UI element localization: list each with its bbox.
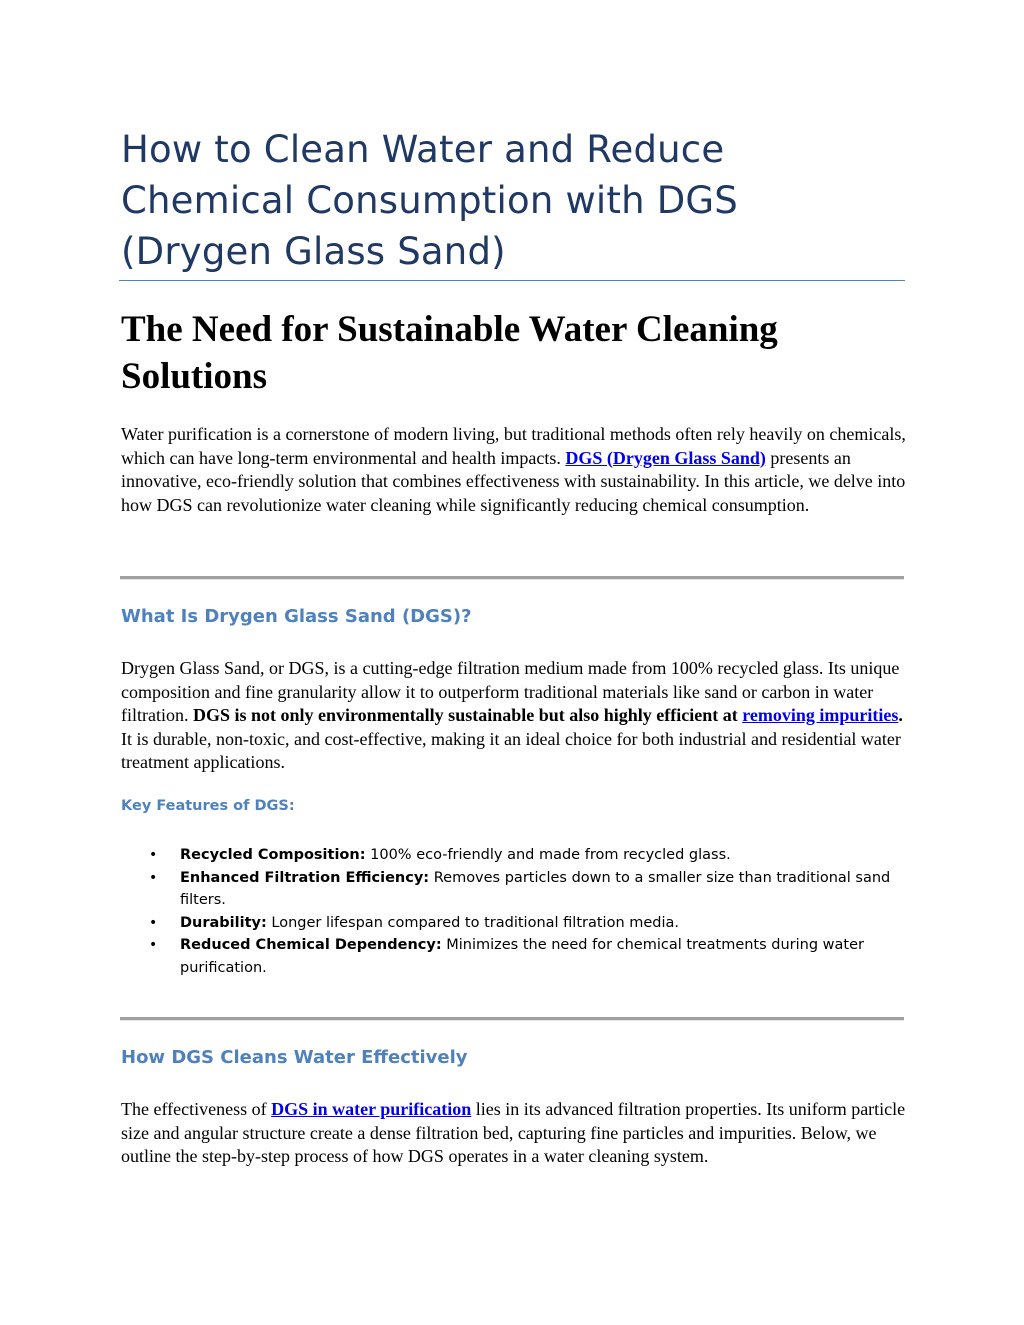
feature-label: Recycled Composition:	[180, 847, 366, 863]
list-item	[121, 934, 901, 979]
bullet-icon: •	[149, 914, 158, 931]
feature-text: Longer lifespan compared to traditional filtration media.	[266, 914, 680, 931]
section-heading-sustainable: The Need for Sustainable Water Cleaning Solutions	[121, 309, 778, 397]
document-title: How to Clean Water and Reduce Chemical Consumption with DGS (Drygen Glass Sand)	[121, 128, 738, 273]
intro-paragraph	[121, 423, 906, 517]
dgs-water-purification-link[interactable]: DGS in water purification	[271, 1099, 472, 1119]
what-is-text-2: It is durable, non-toxic, and cost-effective, making it an ideal choice for both industrial and residential water treatment applications.	[121, 728, 901, 772]
dgs-link[interactable]: DGS (Drygen Glass Sand)	[565, 447, 766, 468]
list-item	[121, 912, 901, 935]
bullet-icon: •	[149, 869, 158, 886]
key-features-heading: Key Features of DGS:	[121, 798, 295, 814]
feature-label: Reduced Chemical Dependency:	[180, 937, 442, 953]
feature-text: Removes particles down to a smaller size than traditional sand filters.	[180, 869, 891, 908]
section-heading-how-dgs-cleans: How DGS Cleans Water Effectively	[121, 1047, 468, 1068]
how-text-2: lies in its advanced filtration properties. Its uniform particle size and angular structure create a dense filtration bed, capturing fine particles and impurities. Below, we outline the step-by-step process of how DGS operates in a water cleaning system.	[121, 1099, 906, 1166]
removing-impurities-link[interactable]: removing impurities	[742, 705, 899, 725]
what-is-bold-2: .	[898, 705, 903, 725]
feature-label: Durability:	[180, 914, 267, 931]
bullet-icon: •	[149, 847, 158, 863]
feature-text: 100% eco-friendly and made from recycled glass.	[365, 847, 731, 863]
how-dgs-cleans-paragraph	[121, 1098, 906, 1169]
what-is-bold-1: DGS is not only environmentally sustainable but also highly efficient at	[192, 705, 743, 725]
intro-text-1: Water purification is a cornerstone of modern living, but traditional methods often rely heavily on chemicals, which can have long-term environmental and health impacts.	[121, 424, 906, 468]
features-list	[121, 844, 901, 979]
intro-text-2: presents an innovative, eco-friendly solution that combines effectiveness with sustainability. In this article, we delve into how DGS can revolutionize water cleaning while significantly reducing chemical consumption.	[121, 447, 906, 515]
what-is-text-1: Drygen Glass Sand, or DGS, is a cutting-edge filtration medium made from 100% recycled glass. Its unique composition and fine granularity allow it to outperform traditional materials like sand or carbon in water filtration.	[121, 658, 900, 725]
what-is-dgs-paragraph	[121, 657, 906, 775]
list-item	[121, 844, 901, 867]
feature-text: Minimizes the need for chemical treatments during water purification.	[180, 937, 864, 976]
feature-label: Enhanced Filtration Efficiency:	[180, 869, 430, 886]
list-item	[121, 867, 901, 912]
divider	[120, 576, 904, 580]
title-underline	[119, 280, 905, 281]
section-heading-what-is-dgs: What Is Drygen Glass Sand (DGS)?	[121, 606, 472, 627]
divider	[120, 1017, 904, 1021]
bullet-icon: •	[149, 937, 158, 953]
how-text-1: The effectiveness of	[121, 1099, 272, 1119]
